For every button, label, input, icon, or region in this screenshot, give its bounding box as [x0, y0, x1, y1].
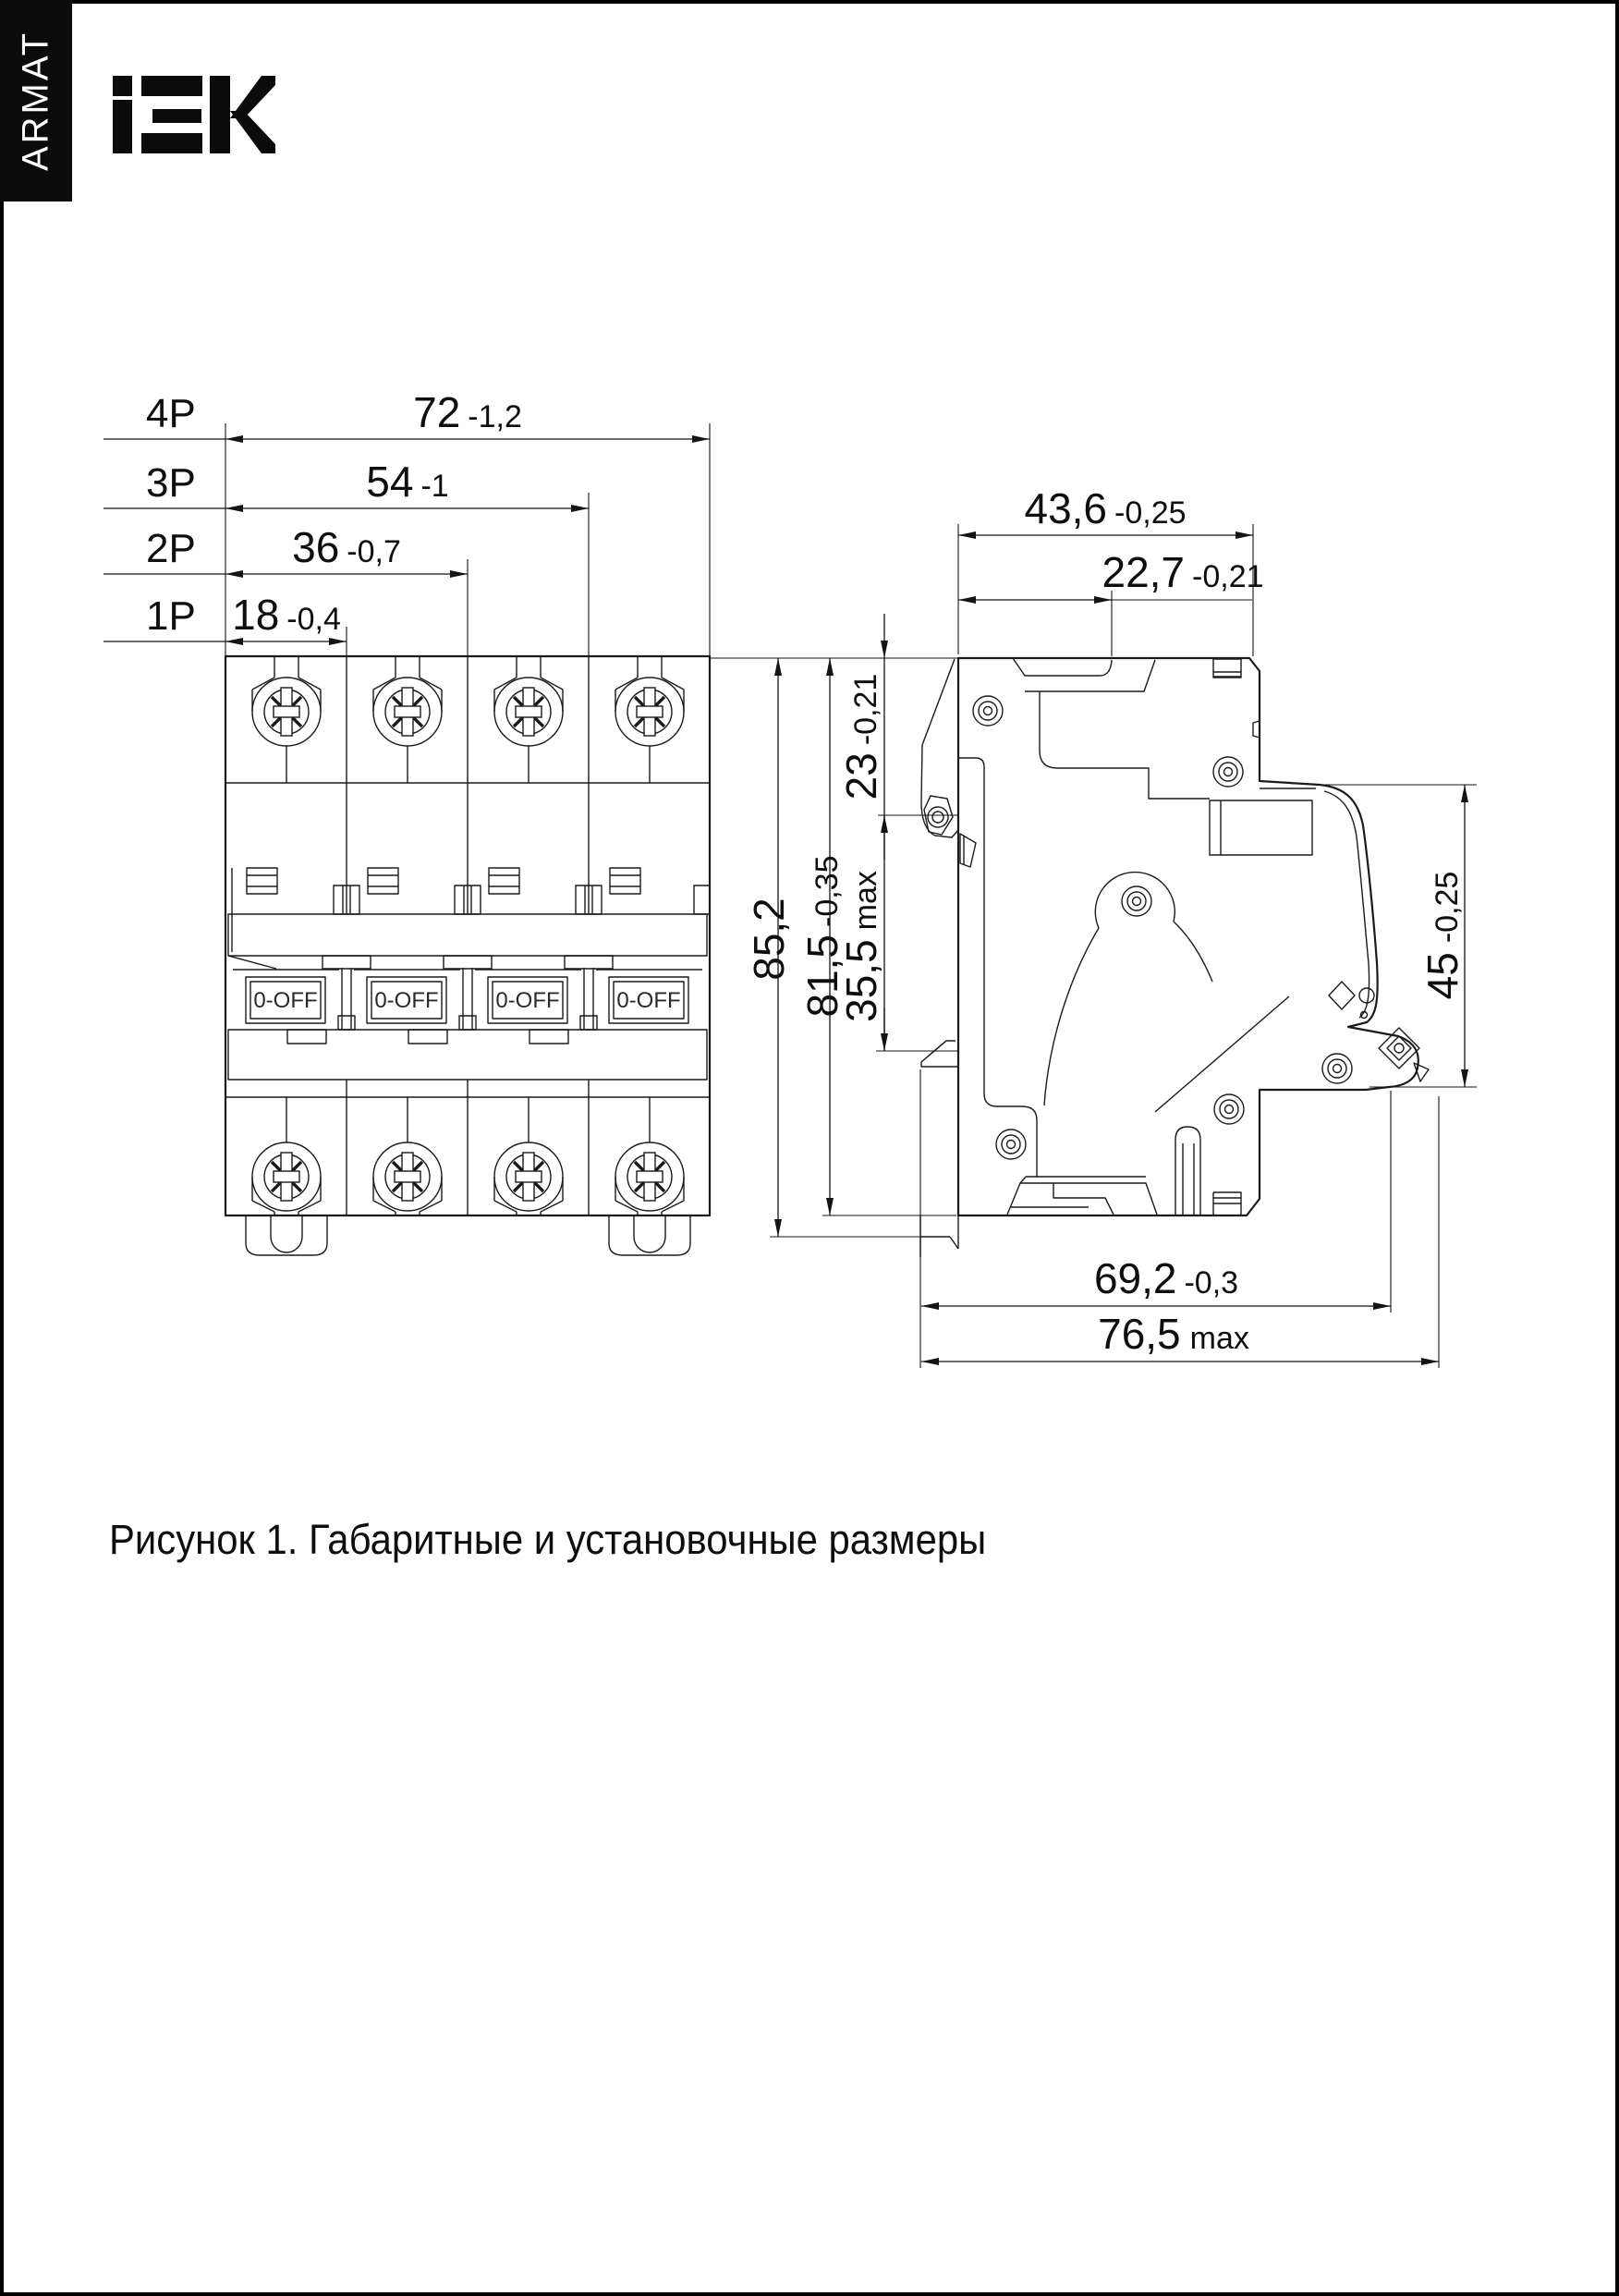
dim-width-terminal: [958, 548, 1264, 600]
dim-width-total: [958, 484, 1253, 535]
pole-label-1p: 1P: [146, 593, 196, 639]
handle-bar-upper: [228, 914, 707, 969]
dim-label-rail-zone: 35,5max: [837, 871, 885, 1022]
dim-depth-body: [921, 1254, 1391, 1306]
handle-bar-lower: [228, 1030, 707, 1080]
dim-height-overall: [745, 658, 793, 1237]
toggle-row: [233, 968, 702, 1030]
dim-label-1p: 18 -0,4: [232, 591, 341, 639]
dim-3p: [103, 458, 589, 508]
figure-caption: Рисунок 1. Габаритные и установочные размеры: [109, 1516, 987, 1563]
dim-2p: [103, 523, 468, 574]
handle-state-label-2: 0-OFF: [374, 988, 439, 1013]
dim-depth-overall: [921, 1310, 1439, 1362]
dim-label-depth-body: 69,2 -0,3: [1093, 1254, 1239, 1302]
dim-4p: [103, 388, 710, 439]
din-clips-front: [246, 1215, 690, 1255]
dim-label-height-body: 81,5-0,35: [798, 855, 846, 1018]
dim-height-body: [798, 658, 846, 1215]
front-view: [225, 656, 710, 1255]
dim-label-3p: 54 -1: [366, 458, 449, 506]
dim-label-width-terminal: 22,7 -0,21: [1102, 548, 1264, 596]
dim-label-4p: 72 -1,2: [413, 388, 522, 436]
handle-state-label-3: 0-OFF: [495, 988, 560, 1013]
dim-label-width-total: 43,6 -0,25: [1024, 484, 1187, 532]
dimensions-front: [103, 388, 710, 656]
dim-label-depth-overall: 76,5 max: [1098, 1310, 1249, 1358]
dim-depth-front: [1418, 785, 1467, 1087]
brand-strip-label: ARMAT: [15, 30, 56, 172]
mid-tabs: [247, 868, 710, 914]
dim-label-height-overall: 85,2: [745, 898, 793, 981]
pole-dividers: [232, 656, 589, 1215]
pole-label-4p: 4P: [146, 391, 196, 436]
handle-state-label-4: 0-OFF: [616, 988, 681, 1013]
dim-label-depth-front: 45-0,25: [1418, 871, 1467, 1000]
pole-label-3p: 3P: [146, 460, 196, 506]
side-view: [920, 658, 1429, 1257]
dim-label-2p: 36 -0,7: [292, 523, 401, 571]
pole-label-2p: 2P: [146, 526, 196, 571]
dimensions-side: [745, 484, 1477, 1368]
handle-state-label-1: 0-OFF: [253, 988, 318, 1013]
dim-label-top-to-rail: 23-0,21: [837, 673, 885, 800]
